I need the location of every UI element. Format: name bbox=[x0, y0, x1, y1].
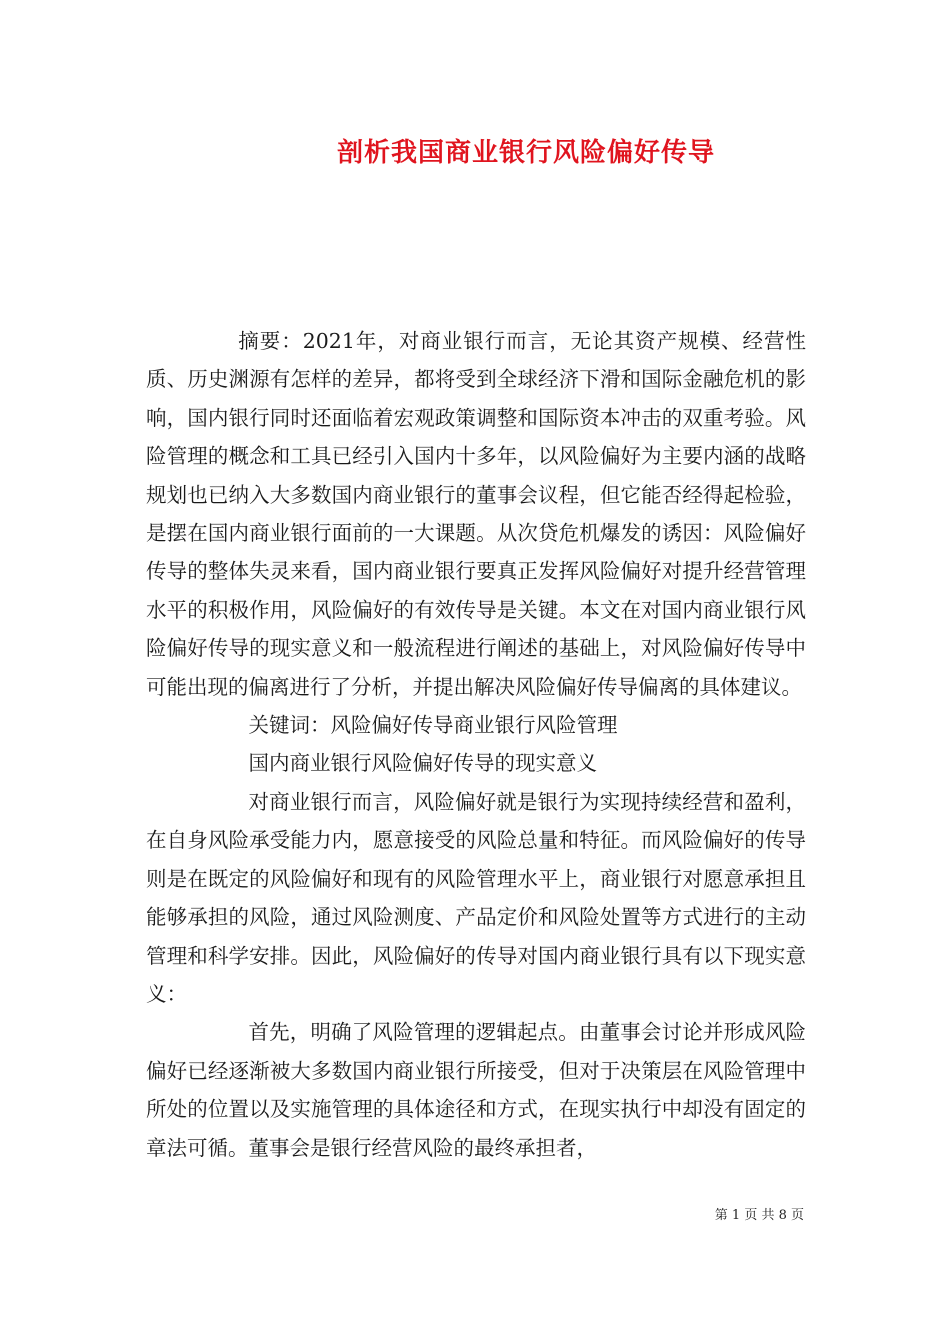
body-paragraph-1: 对商业银行而言，风险偏好就是银行为实现持续经营和盈利，在自身风险承受能力内，愿意接受的风险总量和特征。而风险偏好的传导则是在既定的风险偏好和现有的风险管理水平上，商业银行对愿意承担且能够承担的风险，通过风险测度、产品定价和风险处置等方式进行的主动管理和科学安排。因此，风险偏好的传导对国内商业银行具有以下现实意义： bbox=[146, 789, 806, 1006]
keywords-line: 关键词：风险偏好传导商业银行风险管理 bbox=[248, 713, 618, 738]
page-number-label: 第 1 页 共 8 页 bbox=[714, 1208, 804, 1223]
abstract-paragraph: 摘要：2021年，对商业银行而言，无论其资产规模、经营性质、历史渊源有怎样的差异，都将受到全球经济下滑和国际金融危机的影响，国内银行同时还面临着宏观政策调整和国际资本冲击的双重考验。风险管理的概念和工具已经引入国内十多年，以风险偏好为主要内涵的战略规划也已纳入大多数国内商业银行的董事会议程，但它能否经得起检验，是摆在国内商业银行面前的一大课题。从次贷危机爆发的诱因：风险偏好传导的整体失灵来看，国内商业银行要真正发挥风险偏好对提升经营管理水平的积极作用，风险偏好的有效传导是关键。本文在对国内商业银行风险偏好传导的现实意义和一般流程进行阐述的基础上，对风险偏好传导中可能出现的偏离进行了分析，并提出解决风险偏好传导偏离的具体建议。 bbox=[146, 329, 806, 699]
document-body bbox=[146, 322, 806, 1167]
document-title: 剖析我国商业银行风险偏好传导 bbox=[336, 138, 715, 168]
body-paragraph-2: 首先，明确了风险管理的逻辑起点。由董事会讨论并形成风险偏好已经逐渐被大多数国内商业银行所接受，但对于决策层在风险管理中所处的位置以及实施管理的具体途径和方式，在现实执行中却没有固定的章法可循。董事会是银行经营风险的最终承担者， bbox=[146, 1020, 806, 1160]
page-footer bbox=[715, 1204, 804, 1223]
section-heading: 国内商业银行风险偏好传导的现实意义 bbox=[248, 751, 597, 776]
